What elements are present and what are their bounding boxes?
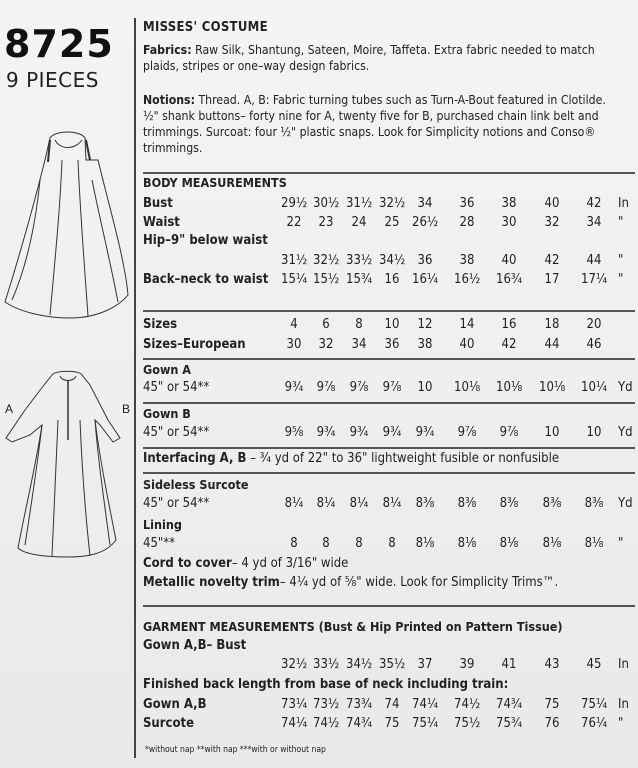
divider [143,447,635,449]
hip-label: Hip–9" below waist [143,233,268,248]
footnote: *without nap **with nap ***with or without nap [145,745,326,755]
surcote-length-row: Surcote 74¼ 74½ 74¾ 75 75¼ 75½ 75¾ 76 76¼ " [143,716,624,731]
fabrics-line-1: Fabrics: Raw Silk, Shantung, Sateen, Moire, Taffeta. Extra fabric needed to match [143,43,595,57]
divider [143,472,635,474]
garment-line-drawings [0,120,134,570]
notions-line-4: trimmings. [143,141,203,155]
trim-line: Metallic novelty trim– 4¼ yd of ⅝" wide. Look for Simplicity Trims™. [143,575,559,590]
surcote-row: 45" or 54** 8¼ 8¼ 8¼ 8¼ 8⅜ 8⅜ 8⅜ 8⅜ 8⅜ Yd [143,496,633,511]
sizes-european-row: Sizes–European 30 32 34 36 38 40 42 44 46 [143,337,602,352]
back-length-label: Finished back length from base of neck including train: [143,677,509,692]
divider [143,605,635,607]
garment-bust-row: 32½ 33½ 34½ 35½ 37 39 41 43 45 In [281,657,629,672]
specs-column [143,0,638,768]
gown-a-heading: Gown A [143,362,191,377]
costume-title: MISSES' COSTUME [143,20,268,35]
view-a-label: A [5,402,14,416]
gown-b-row: 45" or 54** 9⅝ 9¾ 9¾ 9¾ 9¾ 9⅞ 9⅞ 10 10 Yd [143,425,633,440]
divider [143,310,635,312]
interfacing-line: Interfacing A, B – ¾ yd of 22" to 36" lightweight fusible or nonfusible [143,451,560,466]
gown-ab-length-row: Gown A,B 73¼ 73½ 73¾ 74 74¼ 74½ 74¾ 75 75¼ In [143,697,629,712]
body-measurements-heading: BODY MEASUREMENTS [143,175,287,190]
vertical-divider [134,18,136,758]
divider [143,358,635,360]
notions-line-2: ½" shank buttons– forty nine for A, twenty five for B, purchased chain link belt and [143,109,599,123]
fabrics-line-2: plaids, stripes or one–way design fabrics. [143,59,370,73]
gown-ab-bust-label: Gown A,B– Bust [143,638,247,653]
pattern-number: 8725 [4,22,114,66]
sideless-surcote-heading: Sideless Surcote [143,477,249,492]
divider [143,402,635,404]
gown-b-heading: Gown B [143,406,191,421]
hip-row: 31½ 32½ 33½ 34½ 36 38 40 42 44 " [281,253,624,268]
view-b-label: B [122,402,131,416]
notions-line-3: trimmings. Surcoat: four ½" plastic snaps. Look for Simplicity notions and Conso® [143,125,596,139]
pieces-count: 9 PIECES [6,68,99,92]
gown-a-row: 45" or 54** 9¾ 9⅞ 9⅞ 9⅞ 10 10⅛ 10⅛ 10⅛ 10¼ Yd [143,380,633,395]
cord-line: Cord to cover– 4 yd of 3/16" wide [143,556,349,571]
back-neck-row: Back–neck to waist 15¼ 15½ 15¾ 16 16¼ 16½ 16¾ 17 17¼ " [143,272,624,287]
waist-row: Waist 22 23 24 25 26½ 28 30 32 34 " [143,215,624,230]
sizes-row: Sizes 4 6 8 10 12 14 16 18 20 [143,317,602,332]
bust-row: Bust 29½ 30½ 31½ 32½ 34 36 38 40 42 In [143,196,629,211]
divider [143,172,635,174]
lining-row: 45"** 8 8 8 8 8⅛ 8⅛ 8⅛ 8⅛ 8⅛ " [143,536,624,551]
lining-heading: Lining [143,517,182,532]
garment-measurements-heading: GARMENT MEASUREMENTS (Bust & Hip Printed on Pattern Tissue) [143,619,563,634]
notions-line-1: Notions: Thread. A, B: Fabric turning tubes such as Turn-A-Bout featured in Clotilde. [143,93,606,107]
